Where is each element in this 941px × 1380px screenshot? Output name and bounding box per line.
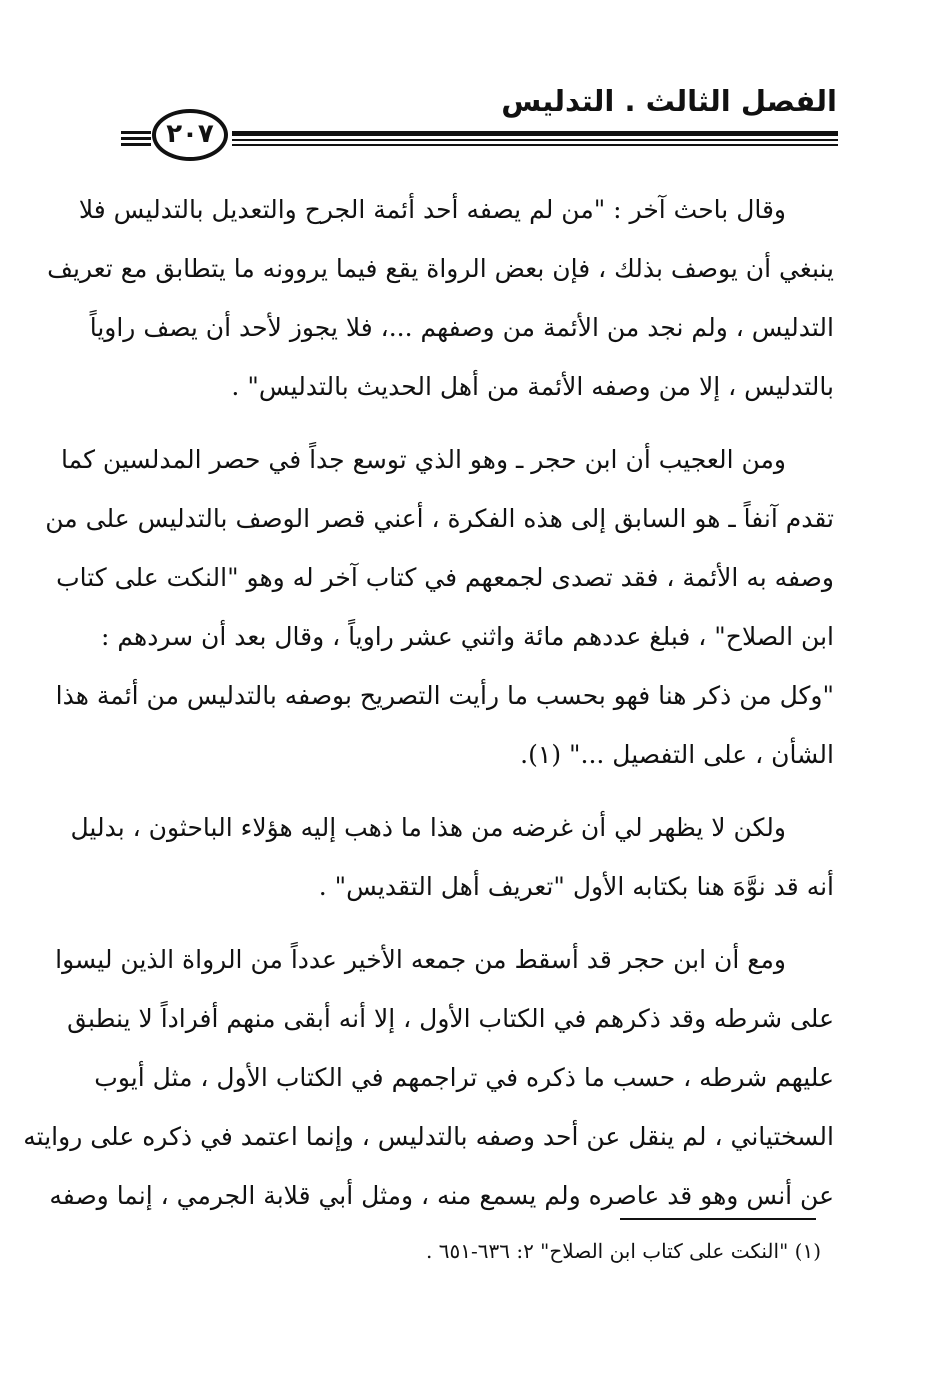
body-text [23,180,834,1225]
paragraph [23,930,834,1225]
chapter-title: الفصل الثالث . التدليس [501,84,837,118]
text-line: عليهم شرطه ، حسب ما ذكره في تراجمهم في الكتاب الأول ، مثل أيوب [94,1063,834,1092]
text-line: عن أنس وهو قد عاصره ولم يسمع منه ، ومثل أبي قلابة الجرمي ، إنما وصفه [49,1181,834,1210]
page-number-badge [152,109,228,161]
header-ornament [121,131,151,134]
text-line: ينبغي أن يوصف بذلك ، فإن بعض الرواة يقع فيما يروونه ما يتطابق مع تعريف [47,254,834,283]
text-line: الشأن ، على التفصيل ..." (١). [520,740,834,769]
text-line: السختياني ، لم ينقل عن أحد وصفه بالتدليس ، وإنما اعتمد في ذكره على روايته [23,1122,834,1151]
text-line: تقدم آنفاً ـ هو السابق إلى هذه الفكرة ، أعني قصر الوصف بالتدليس على من [45,504,834,533]
paragraph [45,430,834,784]
text-line: وصفه به الأئمة ، فقد تصدى لجمعهم في كتاب آخر له وهو "النكت على كتاب [56,563,834,592]
header-ornament [121,143,151,146]
footnote: (١) "النكت على كتاب ابن الصلاح" ٢: ٦٣٦-٦٥١ . [426,1239,821,1263]
text-line: على شرطه وقد ذكرهم في الكتاب الأول ، إلا أنه أبقى منهم أفراداً لا ينطبق [67,1004,834,1033]
footnote-divider [620,1218,816,1220]
header-rule [232,144,838,146]
text-line: "وكل من ذكر هنا فهو بحسب ما رأيت التصريح بوصفه بالتدليس من أئمة هذا [55,681,834,710]
header-rule [232,139,838,141]
header-ornament [121,137,151,140]
text-line: ابن الصلاح" ، فبلغ عددهم مائة واثني عشر راوياً ، وقال بعد أن سردهم : [101,622,834,651]
text-line: وقال باحث آخر : "من لم يصفه أحد أئمة الجرح والتعديل بالتدليس فلا [78,195,786,224]
header-rule [232,131,838,136]
text-line: أنه قد نوَّهَ هنا بكتابه الأول "تعريف أهل التقديس" . [318,872,834,901]
text-line: ولكن لا يظهر لي أن غرضه من هذا ما ذهب إليه هؤلاء الباحثون ، بدليل [70,813,786,842]
paragraph [47,180,834,416]
page-number: ٢٠٧ [166,119,214,149]
text-line: بالتدليس ، إلا من وصفه الأئمة من أهل الحديث بالتدليس" . [231,372,834,401]
text-line: التدليس ، ولم نجد من الأئمة من وصفهم ...، فلا يجوز لأحد أن يصف راوياً [89,313,834,342]
text-line: ومع أن ابن حجر قد أسقط من جمعه الأخير عدداً من الرواة الذين ليسوا [55,945,786,974]
paragraph [70,798,834,916]
text-line: ومن العجيب أن ابن حجر ـ وهو الذي توسع جداً في حصر المدلسين كما [61,445,786,474]
